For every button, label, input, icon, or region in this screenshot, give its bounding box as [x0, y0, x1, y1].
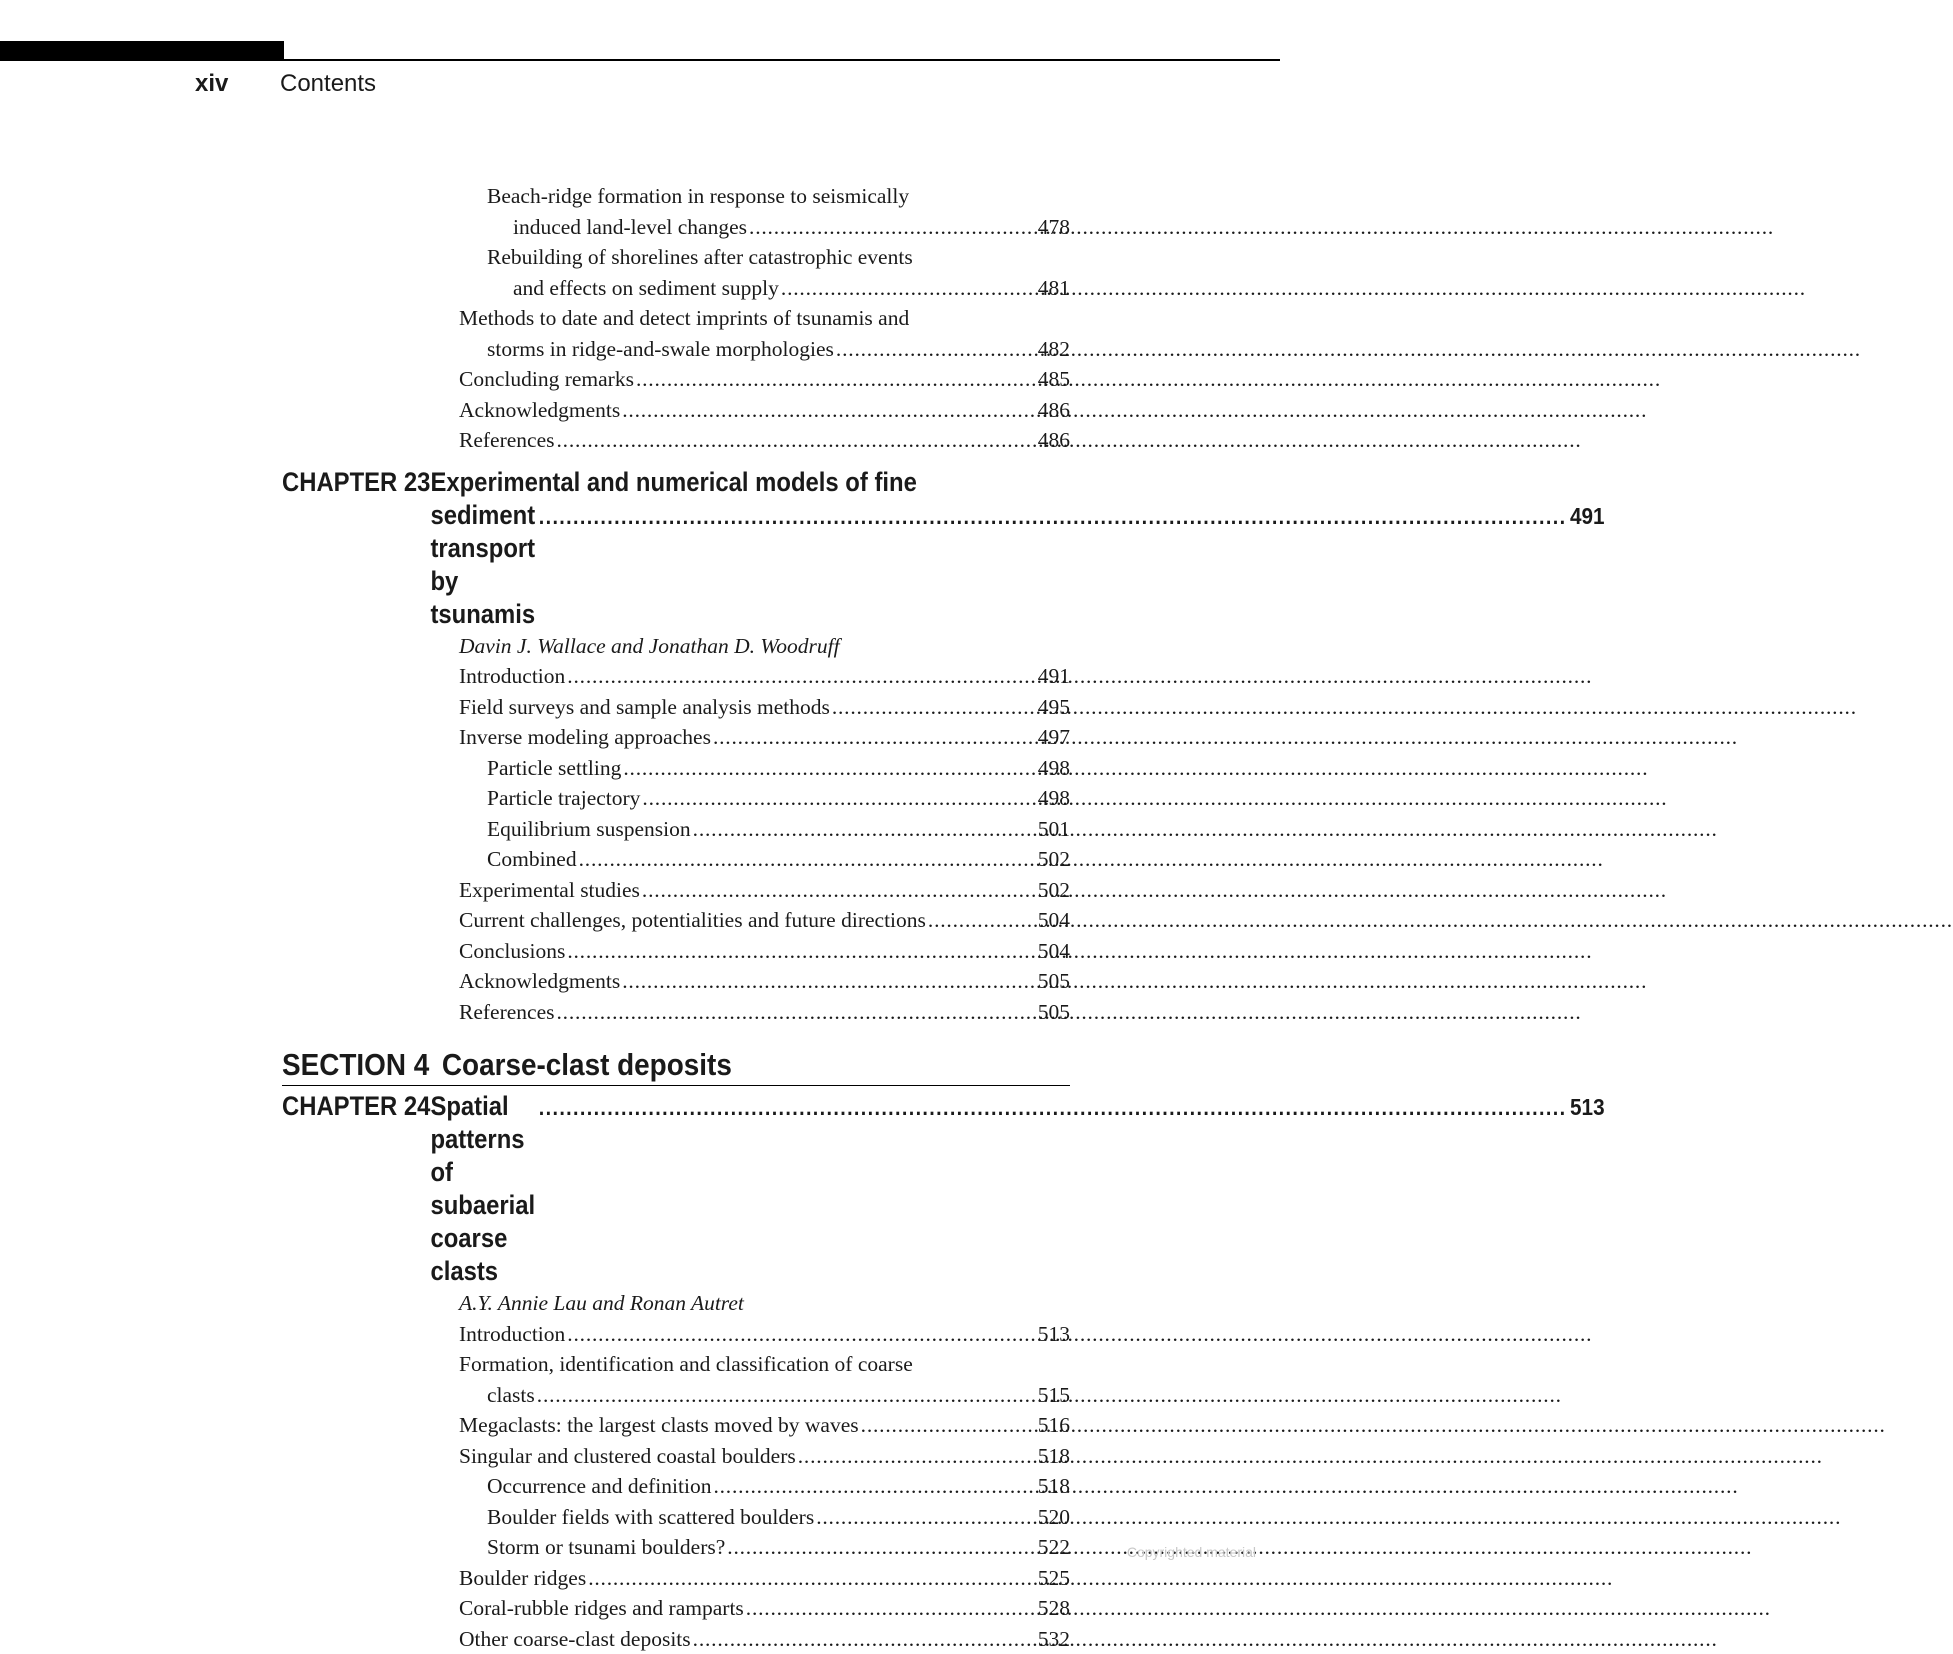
toc-entry-title: Storm or tsunami boulders? [487, 1532, 725, 1563]
leader-dots [567, 1319, 1033, 1350]
chapter-title-text: Spatial patterns of subaerial coarse clasts [430, 1090, 535, 1288]
leader-dots [567, 936, 1033, 967]
toc-entry-title: clasts [487, 1380, 535, 1411]
leader-dots [928, 905, 1034, 936]
toc-entry-title: Coral-rubble ridges and ramparts [459, 1593, 744, 1624]
leader-dots [537, 1380, 1034, 1411]
section-label: SECTION 4 [282, 1047, 429, 1082]
toc-entry-title: Experimental studies [459, 875, 640, 906]
leader-dots [539, 1091, 1567, 1124]
leader-dots [832, 692, 1034, 723]
toc-entry-page: 478 [1034, 212, 1070, 243]
leader-dots [567, 661, 1033, 692]
toc-entry-title: Singular and clustered coastal boulders [459, 1441, 796, 1472]
toc-entry-title: induced land-level changes [513, 212, 747, 243]
toc-entry[interactable] [282, 814, 1070, 845]
leader-dots [749, 212, 1034, 243]
leader-dots [727, 1532, 1033, 1563]
toc-entry-title: Particle trajectory [487, 783, 640, 814]
chapter-title-text: Experimental and numerical models of fine [430, 466, 916, 499]
toc-entry-page: 491 [1034, 661, 1070, 692]
toc-entry-page: 525 [1034, 1563, 1070, 1594]
toc-entry-page: 504 [1034, 936, 1070, 967]
toc-entry-page: 495 [1034, 692, 1070, 723]
toc-entry-page: 485 [1034, 364, 1070, 395]
leader-dots [557, 425, 1034, 456]
section-4-heading[interactable] [282, 1047, 1070, 1086]
leader-dots [557, 997, 1034, 1028]
leader-dots [713, 722, 1034, 753]
toc-entry-title: Current challenges, potentialities and future directions [459, 905, 926, 936]
toc-entry[interactable] [282, 1624, 1070, 1654]
toc-entry-page: 518 [1034, 1441, 1070, 1472]
toc-entries-ch23 [282, 661, 1070, 1027]
toc-entry-page: 520 [1034, 1502, 1070, 1533]
toc-entry-page: 515 [1034, 1380, 1070, 1411]
leader-dots [642, 875, 1034, 906]
toc-entry[interactable] [282, 425, 1070, 456]
toc-entry[interactable] [282, 844, 1070, 875]
toc-entry[interactable] [282, 242, 1070, 273]
toc-entry[interactable] [282, 364, 1070, 395]
toc-entry[interactable] [282, 783, 1070, 814]
chapter-title-line [430, 499, 1604, 631]
toc-entry-page: 501 [1034, 814, 1070, 845]
toc-entry-page: 502 [1034, 875, 1070, 906]
toc-entry[interactable] [282, 905, 1070, 936]
running-head [195, 70, 376, 98]
toc-entry-page: 522 [1034, 1532, 1070, 1563]
leader-dots [622, 966, 1034, 997]
toc-entry[interactable] [282, 997, 1070, 1028]
chapter-page: 491 [1566, 500, 1604, 533]
toc-entry-page: 498 [1034, 783, 1070, 814]
toc-entry-page: 482 [1034, 334, 1070, 365]
chapter-title [430, 466, 1604, 631]
toc-entry[interactable] [282, 1502, 1070, 1533]
toc-entry-title: References [459, 997, 555, 1028]
toc-entry-title: Introduction [459, 1319, 565, 1350]
section-title: Coarse-clast deposits [442, 1047, 732, 1082]
toc-entry-title: Occurrence and definition [487, 1471, 711, 1502]
toc-entry[interactable] [282, 1441, 1070, 1472]
leader-dots [816, 1502, 1034, 1533]
chapter-page: 513 [1566, 1091, 1604, 1124]
toc-entry[interactable] [282, 875, 1070, 906]
toc-entry-title: Particle settling [487, 753, 621, 784]
leader-dots [746, 1593, 1034, 1624]
toc-entry-title: Rebuilding of shorelines after catastrophic events [487, 242, 913, 273]
toc-entry[interactable] [282, 334, 1070, 365]
toc-entry[interactable] [282, 1349, 1070, 1380]
leader-dots [693, 1624, 1034, 1654]
chapter-authors: Davin J. Wallace and Jonathan D. Woodruff [282, 631, 1070, 662]
chapter-label: CHAPTER 23 [282, 466, 430, 631]
leader-dots [861, 1410, 1034, 1441]
toc-entry[interactable] [282, 181, 1070, 212]
toc-entry-title: Acknowledgments [459, 966, 620, 997]
toc-entry[interactable] [282, 273, 1070, 304]
toc-entry-title: Introduction [459, 661, 565, 692]
chapter-title-line [430, 466, 1604, 499]
page-number: xiv [195, 70, 280, 98]
toc-entry-page: 504 [1034, 905, 1070, 936]
toc-entry[interactable] [282, 661, 1070, 692]
toc-entry-page: 481 [1034, 273, 1070, 304]
leader-dots [579, 844, 1034, 875]
header-rule [284, 59, 1280, 61]
toc-entries-pre [282, 181, 1070, 456]
table-of-contents [282, 181, 1070, 1654]
toc-entry-page: 486 [1034, 395, 1070, 426]
toc-entry-page: 502 [1034, 844, 1070, 875]
toc-entry-page: 497 [1034, 722, 1070, 753]
toc-entry-title: Beach-ridge formation in response to seismically [487, 181, 909, 212]
toc-entry[interactable] [282, 753, 1070, 784]
toc-entry-title: Combined [487, 844, 577, 875]
toc-entry[interactable] [282, 212, 1070, 243]
toc-entry[interactable] [282, 692, 1070, 723]
toc-entry-title: Boulder fields with scattered boulders [487, 1502, 814, 1533]
toc-entry-title: storms in ridge-and-swale morphologies [487, 334, 834, 365]
toc-entry-page: 516 [1034, 1410, 1070, 1441]
chapter-title-line [430, 1090, 1604, 1288]
toc-entry-page: 505 [1034, 997, 1070, 1028]
toc-entry-page: 486 [1034, 425, 1070, 456]
toc-entry-page: 528 [1034, 1593, 1070, 1624]
toc-entry[interactable] [282, 303, 1070, 334]
running-title: Contents [280, 70, 376, 97]
toc-entry-title: References [459, 425, 555, 456]
chapter-24-heading[interactable] [282, 1090, 1069, 1288]
copyright-watermark: Copyrighted material [1127, 1544, 1256, 1560]
toc-entry-title: Megaclasts: the largest clasts moved by waves [459, 1410, 859, 1441]
toc-entry-title: Boulder ridges [459, 1563, 586, 1594]
toc-entry-title: Field surveys and sample analysis methods [459, 692, 830, 723]
leader-dots [622, 395, 1034, 426]
toc-entry[interactable] [282, 1532, 1070, 1563]
toc-entry-title: Acknowledgments [459, 395, 620, 426]
leader-dots [836, 334, 1034, 365]
toc-entry-title: Methods to date and detect imprints of tsunamis and [459, 303, 909, 334]
leader-dots [588, 1563, 1034, 1594]
toc-entry-title: Equilibrium suspension [487, 814, 691, 845]
toc-entry[interactable] [282, 1380, 1070, 1411]
toc-entry[interactable] [282, 395, 1070, 426]
toc-entry[interactable] [282, 722, 1070, 753]
leader-dots [623, 753, 1033, 784]
leader-dots [798, 1441, 1034, 1472]
header-bar [0, 41, 284, 61]
toc-entry-title: Concluding remarks [459, 364, 634, 395]
chapter-title-text: sediment transport by tsunamis [430, 499, 535, 631]
toc-entry-title: and effects on sediment supply [513, 273, 779, 304]
toc-entry[interactable] [282, 1319, 1070, 1350]
leader-dots [539, 500, 1567, 533]
chapter-authors: A.Y. Annie Lau and Ronan Autret [282, 1288, 1070, 1319]
toc-entry-title: Other coarse-clast deposits [459, 1624, 691, 1654]
toc-entry[interactable] [282, 1471, 1070, 1502]
toc-entry-page: 513 [1034, 1319, 1070, 1350]
toc-entry-title: Conclusions [459, 936, 565, 967]
toc-entry-page: 498 [1034, 753, 1070, 784]
toc-entry[interactable] [282, 1563, 1070, 1594]
toc-entry[interactable] [282, 1593, 1070, 1624]
toc-entry[interactable] [282, 936, 1070, 967]
chapter-title [430, 1090, 1604, 1288]
chapter-label: CHAPTER 24 [282, 1090, 430, 1288]
toc-entries-ch24 [282, 1319, 1070, 1654]
leader-dots [693, 814, 1034, 845]
leader-dots [781, 273, 1034, 304]
toc-entry[interactable] [282, 1410, 1070, 1441]
leader-dots [636, 364, 1034, 395]
toc-entry[interactable] [282, 966, 1070, 997]
toc-entry-title: Inverse modeling approaches [459, 722, 711, 753]
toc-entry-title: Formation, identification and classification of coarse [459, 1349, 913, 1380]
toc-entry-page: 518 [1034, 1471, 1070, 1502]
leader-dots [713, 1471, 1033, 1502]
leader-dots [642, 783, 1033, 814]
toc-entry-page: 505 [1034, 966, 1070, 997]
chapter-23-heading[interactable] [282, 466, 1069, 631]
toc-entry-page: 532 [1034, 1624, 1070, 1654]
